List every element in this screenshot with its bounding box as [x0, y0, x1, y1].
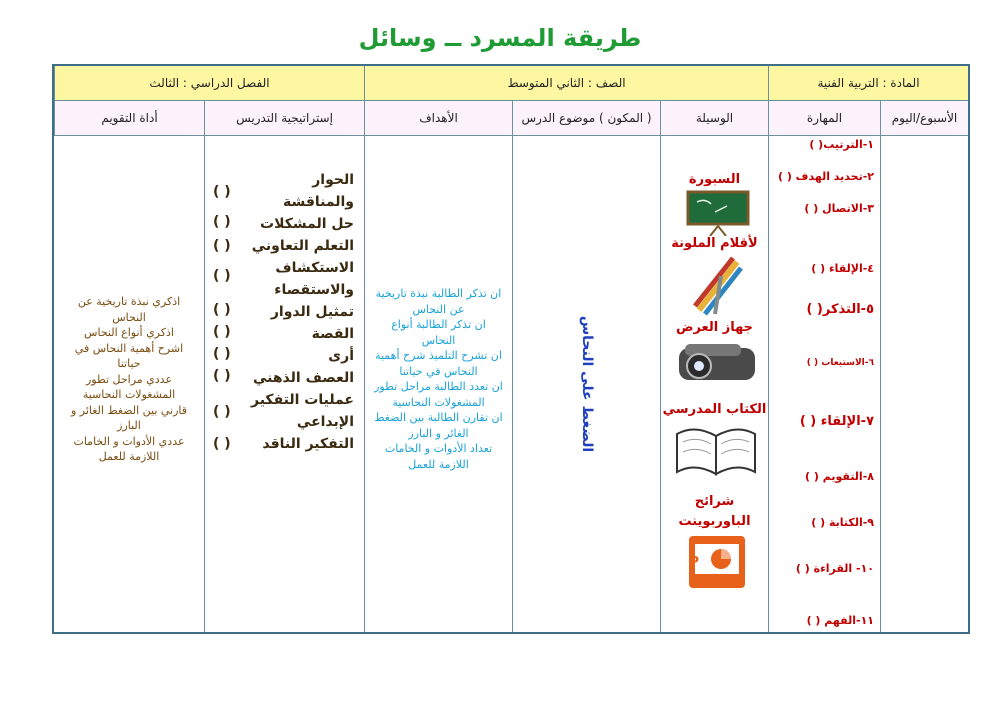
week-day-cell — [880, 136, 968, 632]
evaluation-line: اشرح أهمية النحاس في — [74, 341, 184, 355]
media-label: الكتاب المدرسي — [662, 402, 767, 417]
evaluation-line: اذكري نبذة تاريخية عن — [77, 295, 181, 308]
col-evaluation: أداة التقويم — [54, 101, 204, 135]
strategy-check: ( ) — [213, 436, 231, 452]
strategy-check: ( ) — [213, 238, 231, 254]
objective-line: عن النحاس — [412, 302, 465, 316]
objective-line: اللازمة للعمل — [408, 457, 469, 471]
evaluation-line: قارني بين الضغط الغائر و — [70, 403, 188, 417]
evaluation-line: البارز — [117, 419, 141, 432]
objectives-cell — [364, 136, 512, 632]
skill-item: ٨-التقويم ( ) — [805, 470, 874, 483]
column-header-row — [54, 101, 968, 136]
skill-item: ٩-الكتابة ( ) — [811, 516, 874, 529]
media-label: لأقلام الملونة — [671, 236, 758, 251]
skill-item: ٢-تحديد الهدف ( ) — [777, 170, 874, 183]
info-row — [54, 66, 968, 101]
objective-line: المشغولات النحاسية — [392, 395, 485, 409]
evaluation-line: اللازمة للعمل — [98, 450, 160, 463]
strategy-item: التعلم التعاوني — [251, 238, 354, 254]
col-objectives: الأهداف — [364, 101, 512, 135]
powerpoint-icon — [687, 534, 747, 590]
strategy-item: والمناقشة — [282, 194, 354, 210]
lesson-plan-table — [52, 64, 970, 634]
lesson-topic-text: الضغط على النحاس — [578, 315, 595, 453]
objectives-list — [369, 286, 508, 472]
strategy-item: حل المشكلات — [260, 216, 354, 232]
skill-item: ٣-الاتصال ( ) — [804, 202, 874, 215]
skill-item: ٥-التذكر( ) — [806, 302, 874, 317]
svg-text:P: P — [689, 555, 699, 570]
media-label: شرائح الباوربوينت — [678, 494, 751, 529]
lesson-topic-cell — [512, 136, 660, 632]
col-week-day: الأسبوع/اليوم — [880, 101, 968, 135]
skills-cell — [768, 136, 880, 632]
book-icon — [673, 422, 759, 478]
semester-cell: الفصل الدراسي : الثالث — [54, 66, 364, 100]
table-body — [54, 136, 968, 632]
evaluation-line: المشغولات النحاسية — [82, 388, 176, 401]
evaluation-line: حياتنا — [117, 357, 141, 370]
strategy-item: أرى — [328, 348, 354, 364]
skill-item: ٧-الإلقاء ( ) — [799, 414, 874, 429]
strategy-cell — [204, 136, 364, 632]
strategy-check: ( ) — [213, 302, 231, 318]
evaluation-line: عددي الأدوات و الخامات — [73, 434, 185, 448]
strategy-check: ( ) — [213, 268, 231, 284]
strategy-check: ( ) — [213, 346, 231, 362]
col-lesson-topic: ( المكون ) موضوع الدرس — [512, 101, 660, 135]
skill-item: ٤-الإلقاء ( ) — [811, 262, 874, 275]
grade-cell: الصف : الثاني المتوسط — [364, 66, 768, 100]
strategy-item: التفكير الناقد — [262, 436, 354, 452]
strategy-check: ( ) — [213, 184, 231, 200]
strategy-check: ( ) — [213, 404, 231, 420]
evaluation-line: النحاس — [112, 310, 146, 324]
objective-line: ان تذكر الطالبة نبذة تاريخية — [375, 287, 502, 300]
skill-item: ١٠- القراءة ( ) — [795, 562, 874, 575]
evaluation-line: عددي مراحل تطور — [85, 372, 173, 386]
objective-line: تعداد الأدوات و الخامات — [384, 442, 493, 455]
media-cell — [660, 136, 768, 632]
evaluation-list — [62, 294, 196, 465]
strategy-item: الإبداعي — [296, 414, 354, 430]
strategy-check: ( ) — [213, 214, 231, 230]
objective-line: النحاس — [421, 333, 456, 347]
skill-item: ١-الترتيب( ) — [809, 138, 874, 151]
skill-item: ١١-الفهم ( ) — [806, 614, 874, 627]
page-title: طريقة المسرد ــ وسائل — [358, 24, 642, 52]
subject-cell: المادة : التربية الفنية — [768, 66, 968, 100]
objective-line: ان تعدد الطالبة مراحل تطور — [374, 380, 503, 393]
evaluation-cell — [54, 136, 204, 632]
strategy-item: الحوار — [312, 172, 354, 188]
blackboard-icon — [685, 190, 751, 236]
media-label: السبورة — [688, 172, 741, 187]
media-label: جهاز العرض — [675, 320, 754, 335]
objective-line: النحاس في حياتنا — [399, 364, 478, 378]
objective-line: ان تقارن الطالبة بين الضغط — [374, 411, 503, 424]
col-media: الوسيلة — [660, 101, 768, 135]
objective-line: ان تذكر الطالبة أنواع — [391, 318, 486, 331]
strategy-item: تمثيل الدوار — [270, 304, 354, 320]
strategy-item: العصف الذهني — [252, 370, 354, 386]
projector-icon — [675, 338, 759, 386]
strategy-item: الاستكشاف — [275, 260, 354, 276]
strategy-check: ( ) — [213, 368, 231, 384]
colored-pencils-icon — [691, 254, 745, 316]
objective-line: الغائر و البارز — [408, 426, 469, 440]
strategy-item: عمليات التفكير — [251, 392, 354, 408]
strategy-check: ( ) — [213, 324, 231, 340]
skill-item: ٦-الاستيعاب ( ) — [806, 358, 874, 368]
strategy-item: القصة — [311, 326, 354, 342]
objective-line: ان تشرح التلميذ شرح أهمية — [375, 349, 502, 362]
col-skill: المهارة — [768, 101, 880, 135]
col-strategy: إستراتيجية التدريس — [204, 101, 364, 135]
strategy-item: والاستقصاء — [274, 282, 354, 298]
evaluation-line: اذكري أنواع النحاس — [84, 326, 174, 339]
